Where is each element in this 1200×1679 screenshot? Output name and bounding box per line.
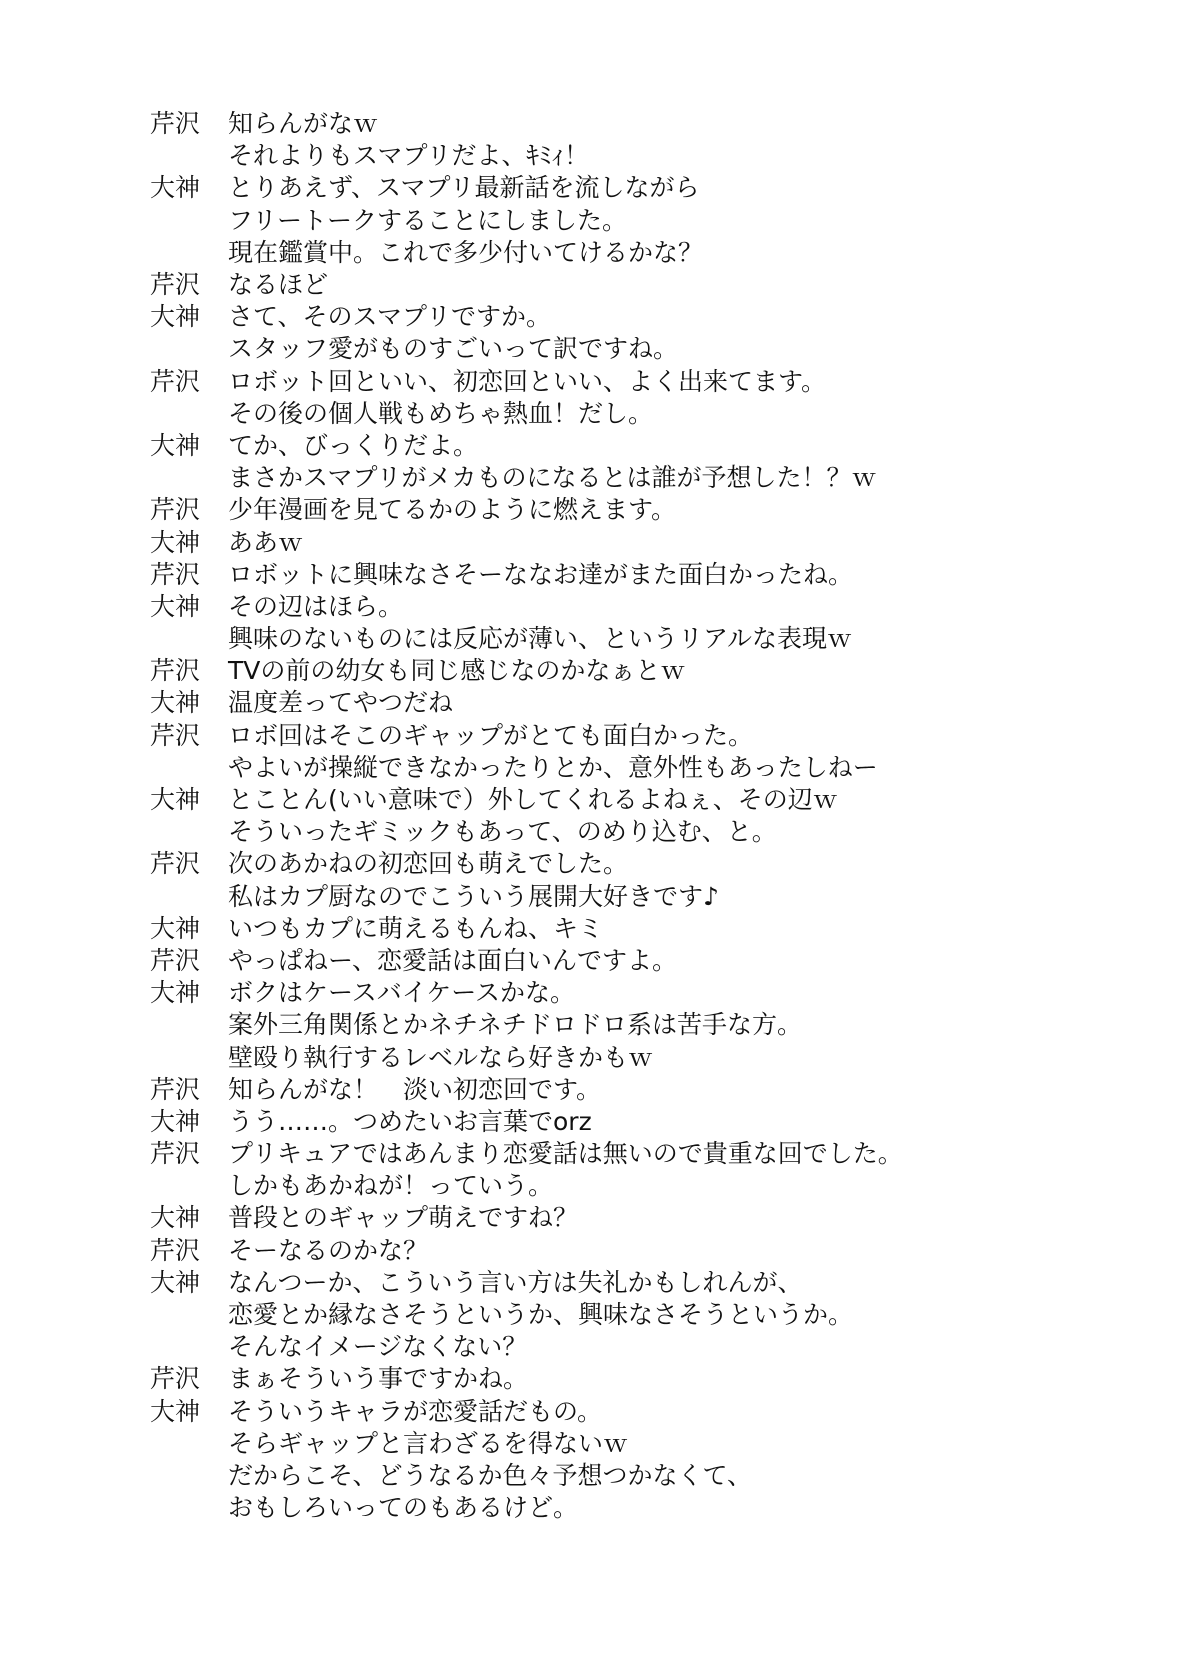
dialogue-text: ロボット回といい、初恋回といい、よく出来てます。	[228, 366, 827, 396]
dialogue-text: フリートークすることにしました。	[228, 205, 628, 235]
dialogue-text: それよりもスマプリだよ、ｷﾐｨ！	[228, 141, 590, 171]
speaker-name: 大神	[150, 430, 201, 460]
dialogue-text: 壁殴り執行するレベルなら好きかもｗ	[228, 1042, 654, 1072]
speaker-name: 大神	[150, 302, 201, 332]
speaker-name: 芹沢	[150, 849, 201, 879]
dialogue-line	[150, 1235, 1150, 1267]
dialogue-line	[150, 494, 1150, 526]
dialogue-text: なるほど	[228, 270, 329, 300]
dialogue-line	[150, 172, 1150, 204]
dialogue-line	[150, 1202, 1150, 1234]
speaker-name: 芹沢	[150, 270, 201, 300]
dialogue-line	[150, 623, 1150, 655]
dialogue-text: てか、びっくりだよ。	[228, 430, 479, 460]
dialogue-line	[150, 1170, 1150, 1202]
speaker-name: 芹沢	[150, 109, 201, 139]
dialogue-line	[150, 1396, 1150, 1428]
dialogue-line	[150, 945, 1150, 977]
dialogue-text: やよいが操縦できなかったりとか、意外性もあったしねー	[228, 752, 878, 782]
dialogue-text: 知らんがな！ 淡い初恋回です。	[228, 1074, 602, 1104]
dialogue-line	[150, 687, 1150, 719]
speaker-name: 大神	[150, 1396, 201, 1426]
dialogue-text: 普段とのギャップ萌えですね？	[228, 1203, 579, 1233]
dialogue-line	[150, 205, 1150, 237]
dialogue-text: やっぱねー、恋愛話は面白いんですよ。	[228, 945, 678, 975]
dialogue-text: そんなイメージなくない？	[228, 1332, 528, 1362]
speaker-name: 大神	[150, 1267, 201, 1297]
speaker-name: 芹沢	[150, 366, 201, 396]
dialogue-line	[150, 848, 1150, 880]
dialogue-text: そらギャップと言わざるを得ないｗ	[228, 1428, 629, 1458]
dialogue-text: 次のあかねの初恋回も萌えでした。	[228, 849, 629, 879]
speaker-name: 芹沢	[150, 1139, 201, 1169]
dialogue-line	[150, 1428, 1150, 1460]
dialogue-text: まさかスマプリがメカものになるとは誰が予想した！？ｗ	[228, 463, 877, 493]
dialogue-line	[150, 720, 1150, 752]
dialogue-line	[150, 140, 1150, 172]
dialogue-text: 知らんがなｗ	[228, 109, 379, 139]
dialogue-line	[150, 784, 1150, 816]
speaker-name: 大神	[150, 173, 201, 203]
dialogue-text: だからこそ、どうなるか色々予想つかなくて、	[228, 1460, 753, 1490]
dialogue-text: 少年漫画を見てるかのように燃えます。	[228, 495, 677, 525]
dialogue-text: 現在鑑賞中。これで多少付いてけるかな？	[228, 237, 704, 267]
speaker-name: 芹沢	[150, 559, 201, 589]
dialogue-text: とりあえず、スマプリ最新話を流しながら	[228, 173, 700, 203]
dialogue-line	[150, 301, 1150, 333]
dialogue-line	[150, 1009, 1150, 1041]
dialogue-line	[150, 1299, 1150, 1331]
dialogue-line	[150, 430, 1150, 462]
speaker-name: 大神	[150, 527, 201, 557]
speaker-name: 芹沢	[150, 945, 201, 975]
speaker-name: 大神	[150, 785, 201, 815]
dialogue-text: ボクはケースバイケースかな。	[228, 978, 576, 1008]
speaker-name: 芹沢	[150, 720, 201, 750]
dialogue-line	[150, 1267, 1150, 1299]
dialogue-text: 私はカプ厨なのでこういう展開大好きです♪	[228, 881, 719, 911]
dialogue-line	[150, 366, 1150, 398]
speaker-name: 大神	[150, 591, 201, 621]
speaker-name: 芹沢	[150, 1364, 201, 1394]
speaker-name: 大神	[150, 913, 201, 943]
dialogue-text: いつもカプに萌えるもんね、キミ	[228, 913, 604, 943]
speaker-name: 大神	[150, 1106, 201, 1136]
dialogue-text: ロボ回はそこのギャップがとても面白かった。	[228, 720, 754, 750]
dialogue-line	[150, 237, 1150, 269]
dialogue-line	[150, 1106, 1150, 1138]
dialogue-line	[150, 108, 1150, 140]
speaker-name: 芹沢	[150, 1074, 201, 1104]
dialogue-line	[150, 881, 1150, 913]
dialogue-text: TVの前の幼女も同じ感じなのかなぁとｗ	[228, 656, 686, 686]
speaker-name: 大神	[150, 978, 201, 1008]
dialogue-text: そういうキャラが恋愛話だもの。	[228, 1396, 603, 1426]
dialogue-text: そういったギミックもあって、のめり込む、と。	[228, 817, 777, 847]
dialogue-text: ああｗ	[228, 527, 304, 557]
dialogue-text: 温度差ってやつだね	[228, 688, 454, 718]
dialogue-text: なんつーか、こういう言い方は失礼かもしれんが、	[228, 1267, 803, 1297]
dialogue-line	[150, 1363, 1150, 1395]
dialogue-line	[150, 977, 1150, 1009]
dialogue-text: ロボットに興味なさそーななお達がまた面白かったね。	[228, 559, 854, 589]
dialogue-line	[150, 526, 1150, 558]
speaker-name: 芹沢	[150, 1235, 201, 1265]
dialogue-line	[150, 591, 1150, 623]
dialogue-text: さて、そのスマプリですか。	[228, 302, 552, 332]
dialogue-line	[150, 462, 1150, 494]
speaker-name: 大神	[150, 1203, 201, 1233]
dialogue-text: プリキュアではあんまり恋愛話は無いので貴重な回でした。	[228, 1139, 903, 1169]
dialogue-text: 興味のないものには反応が薄い、というリアルな表現ｗ	[228, 624, 853, 654]
speaker-name: 大神	[150, 688, 201, 718]
dialogue-line	[150, 1331, 1150, 1363]
dialogue-line	[150, 269, 1150, 301]
dialogue-line	[150, 1074, 1150, 1106]
dialogue-line	[150, 398, 1150, 430]
dialogue-line	[150, 655, 1150, 687]
speaker-name: 芹沢	[150, 495, 201, 525]
dialogue-text: その辺はほら。	[228, 591, 404, 621]
dialogue-transcript	[150, 108, 1150, 1524]
dialogue-text: その後の個人戦もめちゃ熱血！だし。	[228, 398, 654, 428]
dialogue-text: 恋愛とか縁なさそうというか、興味なさそうというか。	[228, 1300, 854, 1330]
dialogue-text: うう……。つめたいお言葉でorz	[228, 1106, 592, 1136]
dialogue-line	[150, 1460, 1150, 1492]
dialogue-line	[150, 913, 1150, 945]
dialogue-line	[150, 559, 1150, 591]
speaker-name: 芹沢	[150, 656, 201, 686]
dialogue-text: そーなるのかな？	[228, 1235, 429, 1265]
dialogue-text: しかもあかねが！っていう。	[228, 1171, 554, 1201]
dialogue-text: とことん(いい意味で）外してくれるよねぇ、その辺ｗ	[228, 785, 838, 815]
dialogue-line	[150, 1138, 1150, 1170]
dialogue-line	[150, 1492, 1150, 1524]
dialogue-line	[150, 752, 1150, 784]
dialogue-line	[150, 1041, 1150, 1073]
dialogue-text: おもしろいってのもあるけど。	[228, 1493, 579, 1523]
dialogue-text: まぁそういう事ですかね。	[228, 1364, 529, 1394]
dialogue-text: スタッフ愛がものすごいって訳ですね。	[228, 334, 679, 364]
dialogue-text: 案外三角関係とかネチネチドロドロ系は苦手な方。	[228, 1010, 803, 1040]
dialogue-line	[150, 333, 1150, 365]
dialogue-line	[150, 816, 1150, 848]
